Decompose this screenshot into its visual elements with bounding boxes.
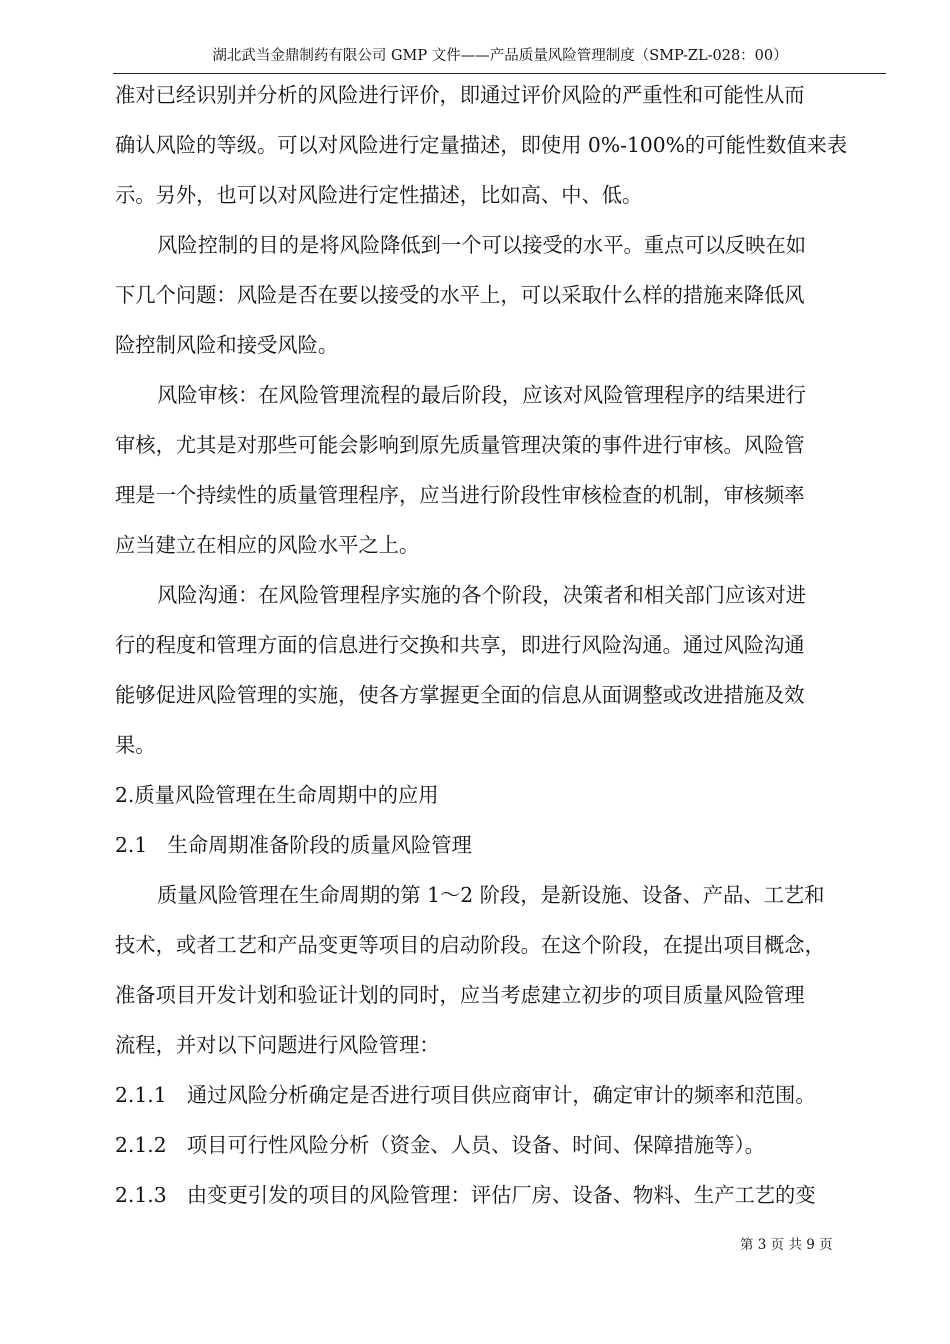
item-2-1-2: 2.1.2 项目可行性风险分析（资金、人员、设备、时间、保障措施等）。 — [115, 1133, 765, 1157]
body-line: 准对已经识别并分析的风险进行评价，即通过评价风险的严重性和可能性从而 — [115, 83, 805, 107]
paragraph-risk-review: 风险审核：在风险管理流程的最后阶段，应该对风险管理程序的结果进行 — [157, 383, 807, 407]
body-line: 准备项目开发计划和验证计划的同时，应当考虑建立初步的项目质量风险管理 — [115, 983, 805, 1007]
page-header-title: 湖北武当金鼎制药有限公司 GMP 文件——产品质量风险管理制度（SMP-ZL-028：00） — [212, 48, 788, 64]
body-line: 险控制风险和接受风险。 — [115, 333, 339, 357]
paragraph-preparation-stage: 质量风险管理在生命周期的第 1～2 阶段，是新设施、设备、产品、工艺和 — [157, 883, 825, 907]
body-line: 果。 — [115, 733, 156, 757]
page-number: 第 3 页 共 9 页 — [740, 1237, 833, 1253]
body-line: 能够促进风险管理的实施，使各方掌握更全面的信息从面调整或改进措施及效 — [115, 683, 805, 707]
item-2-1-3: 2.1.3 由变更引发的项目的风险管理：评估厂房、设备、物料、生产工艺的变 — [115, 1183, 816, 1207]
section-heading-2-1: 2.1 生命周期准备阶段的质量风险管理 — [115, 833, 472, 857]
header-divider — [113, 73, 886, 74]
section-heading-2: 2.质量风险管理在生命周期中的应用 — [115, 783, 439, 807]
paragraph-risk-communication: 风险沟通：在风险管理程序实施的各个阶段，决策者和相关部门应该对进 — [157, 583, 807, 607]
body-line: 确认风险的等级。可以对风险进行定量描述，即使用 0%-100%的可能性数值来表 — [115, 133, 848, 157]
paragraph-risk-control: 风险控制的目的是将风险降低到一个可以接受的水平。重点可以反映在如 — [157, 233, 807, 257]
body-line: 流程，并对以下问题进行风险管理： — [115, 1033, 440, 1057]
body-line: 下几个问题：风险是否在要以接受的水平上，可以采取什么样的措施来降低风 — [115, 283, 805, 307]
item-2-1-1: 2.1.1 通过风险分析确定是否进行项目供应商审计，确定审计的频率和范围。 — [115, 1083, 816, 1107]
body-line: 行的程度和管理方面的信息进行交换和共享，即进行风险沟通。通过风险沟通 — [115, 633, 805, 657]
body-line: 理是一个持续性的质量管理程序，应当进行阶段性审核检查的机制，审核频率 — [115, 483, 805, 507]
body-line: 技术，或者工艺和产品变更等项目的启动阶段。在这个阶段，在提出项目概念， — [115, 933, 825, 957]
body-line: 应当建立在相应的风险水平之上。 — [115, 533, 420, 557]
body-line: 示。另外，也可以对风险进行定性描述，比如高、中、低。 — [115, 183, 643, 207]
body-line: 审核，尤其是对那些可能会影响到原先质量管理决策的事件进行审核。风险管 — [115, 433, 805, 457]
